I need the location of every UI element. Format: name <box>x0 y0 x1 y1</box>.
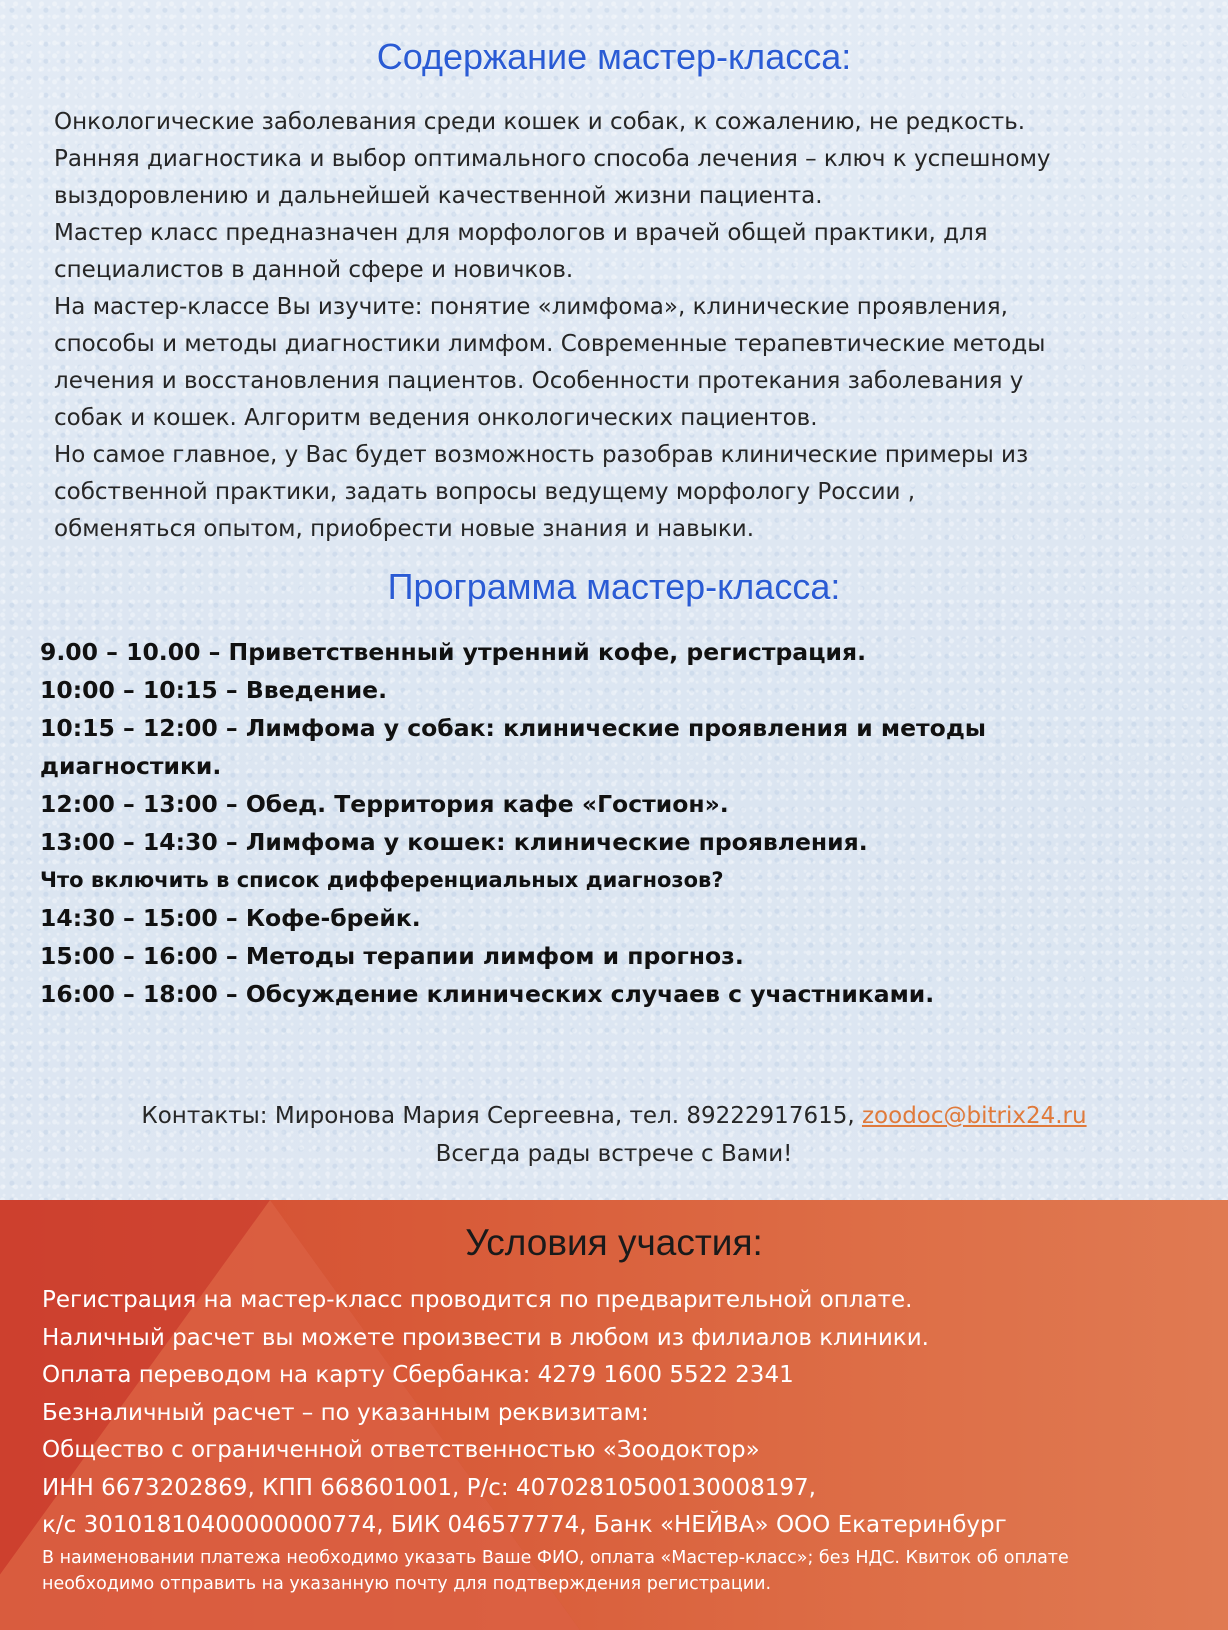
content-line: способы и методы диагностики лимфом. Современные терапевтические методы <box>54 331 1046 357</box>
terms-line: Общество с ограниченной ответственностью «Зоодоктор» <box>42 1437 760 1463</box>
content-line: лечения и восстановления пациентов. Особенности протекания заболевания у <box>54 368 1024 394</box>
content-line: собак и кошек. Алгоритм ведения онкологических пациентов. <box>54 405 818 431</box>
terms-line: Наличный расчет вы можете произвести в любом из филиалов клиники. <box>42 1324 929 1351</box>
schedule-item: 14:30 – 15:00 – Кофе-брейк. <box>40 904 421 932</box>
terms-title: Условия участия: <box>465 1222 763 1263</box>
terms-line: Регистрация на мастер-класс проводится по предварительной оплате. <box>42 1287 913 1313</box>
content-line: специалистов в данной сфере и новичков. <box>54 257 574 283</box>
content-description <box>54 104 1174 548</box>
content-line: Мастер класс предназначен для морфологов и врачей общей практики, для <box>54 220 988 246</box>
greeting-text: Всегда рады встрече с Вами! <box>435 1141 793 1167</box>
contacts-line <box>0 1097 1228 1135</box>
content-line: обменяться опытом, приобрести новые знания и навыки. <box>54 516 755 542</box>
content-line: На мастер-классе Вы изучите: понятие «лимфома», клинические проявления, <box>54 294 1008 320</box>
content-line: собственной практики, задать вопросы ведущему морфологу России , <box>54 479 916 505</box>
contacts-block <box>0 1097 1228 1173</box>
schedule-item: 10:00 – 10:15 – Введение. <box>40 676 388 704</box>
payment-note: В наименовании платежа необходимо указать Ваше ФИО, оплата «Мастер-класс»; без НДС. Квиток об оплате необходимо отправить на указанную почту для подтверждения регистрации. <box>42 1547 1069 1594</box>
schedule-item: 13:00 – 14:30 – Лимфома у кошек: клинические проявления. <box>40 828 868 856</box>
terms-line: Оплата переводом на карту Сбербанка: 4279 1600 5522 2341 <box>42 1362 794 1388</box>
contacts-text: Контакты: Миронова Мария Сергеевна, тел. 89222917615, <box>141 1103 862 1129</box>
schedule-item: 12:00 – 13:00 – Обед. Территория кафе «Гостион». <box>40 790 729 818</box>
schedule-item: диагностики. <box>40 752 222 780</box>
terms-line: Безналичный расчет – по указанным реквизитам: <box>42 1399 649 1426</box>
content-line: Но самое главное, у Вас будет возможность разобрав клинические примеры из <box>54 442 1029 468</box>
schedule-item: Что включить в список дифференциальных диагнозов? <box>40 868 724 892</box>
terms-panel <box>0 1200 1228 1630</box>
program-schedule <box>40 633 1180 1013</box>
schedule-item: 15:00 – 16:00 – Методы терапии лимфом и прогноз. <box>40 942 744 970</box>
program-title: Программа мастер-класса: <box>387 566 841 607</box>
email-link[interactable]: zoodoc@bitrix24.ru <box>861 1103 1087 1129</box>
content-line: Онкологические заболевания среди кошек и собак, к сожалению, не редкость. <box>54 109 1026 135</box>
content-line: Ранняя диагностика и выбор оптимального способа лечения – ключ к успешному <box>54 146 1051 172</box>
terms-body <box>42 1282 1212 1597</box>
schedule-item: 9.00 – 10.00 – Приветственный утренний кофе, регистрация. <box>40 638 867 666</box>
terms-line: к/с 30101810400000000774, БИК 046577774, Банк «НЕЙВА» ООО Екатеринбург <box>42 1512 1007 1538</box>
terms-line: ИНН 6673202869, КПП 668601001, Р/с: 40702810500130008197, <box>42 1474 816 1501</box>
content-line: выздоровлению и дальнейшей качественной жизни пациента. <box>54 183 823 209</box>
content-title: Содержание мастер-класса: <box>376 36 852 77</box>
schedule-item: 16:00 – 18:00 – Обсуждение клинических случаев с участниками. <box>40 980 935 1008</box>
schedule-item: 10:15 – 12:00 – Лимфома у собак: клинические проявления и методы <box>40 714 987 742</box>
